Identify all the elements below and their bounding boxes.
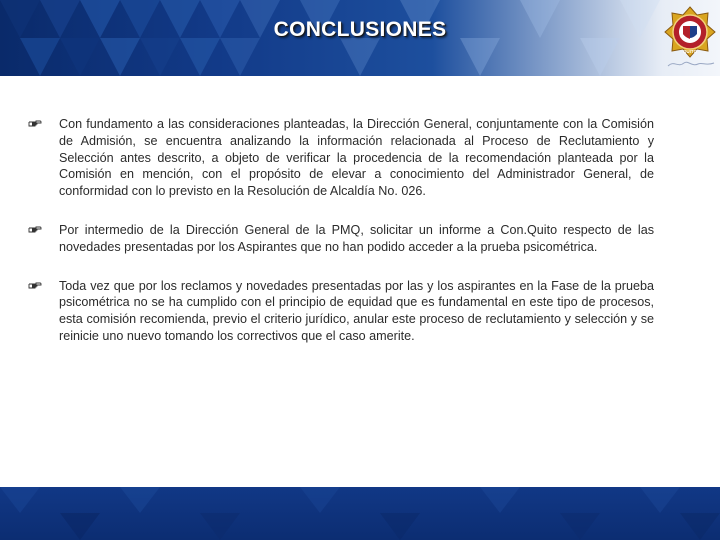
fire-department-shield-emblem-icon	[664, 6, 716, 58]
logo-lettering: QUITO	[682, 49, 698, 54]
footer-banner	[0, 487, 720, 540]
pointing-hand-icon	[28, 279, 42, 293]
conclusion-text: Toda vez que por los reclamos y novedades presentadas por las y los aspirantes en la Fase de la prueba psicométrica no se ha cumplido con el principio de equidad que es fundamental en este tipo de procesos, esta comisión recomienda, previo el criterio jurídico, anular este proceso de reclutamiento y selección y se reinicie uno nuevo tomando los correctivos que el caso amerite.	[59, 278, 654, 343]
list-item	[28, 222, 654, 256]
list-item	[28, 278, 654, 345]
conclusion-text: Por intermedio de la Dirección General de la PMQ, solicitar un informe a Con.Quito respecto de las novedades presentadas por los Aspirantes que no han podido acceder a la prueba psicométrica.	[59, 222, 654, 254]
conclusions-list	[28, 116, 654, 367]
conclusion-text: Con fundamento a las consideraciones planteadas, la Dirección General, conjuntamente con la Comisión de Admisión, se encuentra analizando la información relacionada al Proceso de Reclutamiento y Selección antes descrito, a objeto de verificar la procedencia de la recomendación planteada por la Comisión en mención, con el propósito de elevar a conocimiento del Administrador General, de conformidad con lo previsto en la Resolución de Alcaldía No. 026.	[59, 117, 654, 199]
footer-triangle-pattern	[0, 487, 720, 540]
page-title: CONCLUSIONES	[273, 18, 447, 41]
pointing-hand-icon	[28, 117, 42, 131]
list-item	[28, 116, 654, 200]
signature-mark	[666, 58, 716, 70]
header-banner	[0, 0, 720, 76]
pointing-hand-icon	[28, 223, 42, 237]
